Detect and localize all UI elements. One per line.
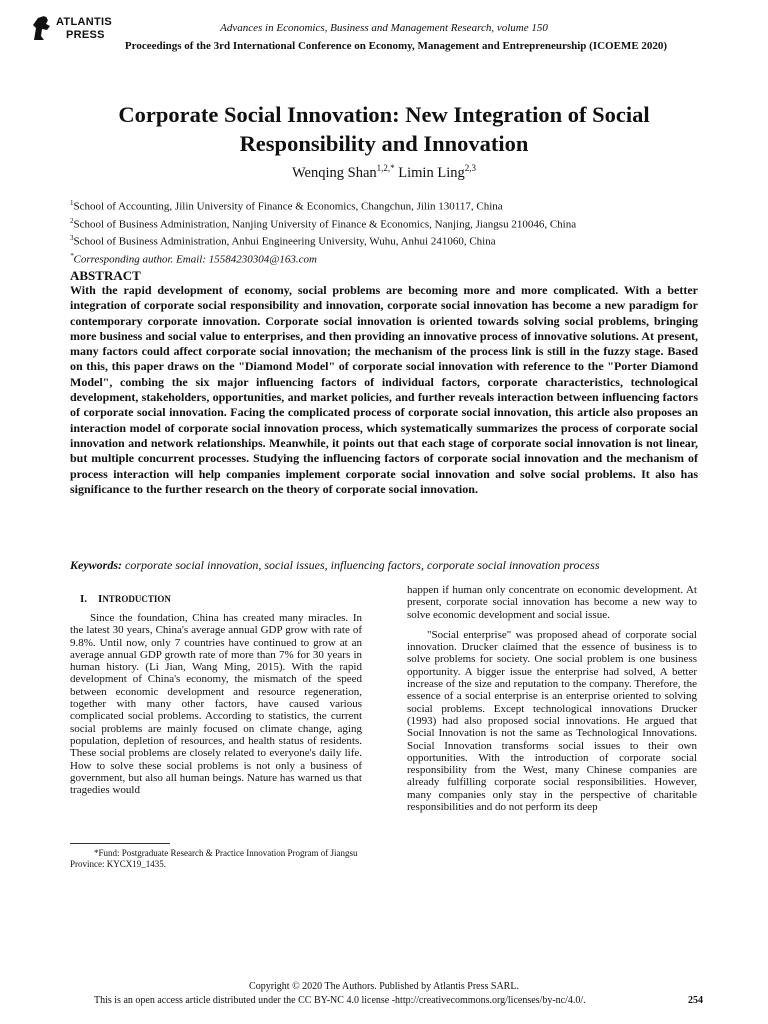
footnote-divider: [70, 843, 170, 844]
authors: [0, 163, 768, 182]
section-heading: [80, 593, 171, 605]
corresponding-text: Corresponding author. Email: 15584230304@163.com: [73, 253, 317, 266]
right-column: [407, 584, 697, 813]
abstract-body: With the rapid development of economy, social problems are becoming more and more complicated. With a better integration of corporate social responsibility and innovation, corporate social innovation has become a new paradigm for contemporary corporate innovation. Corporate social innovation is oriented towards solving social problems, bringing more business and social value to enterprises, and then providing an innovative process of innovative solutions. At present, many factors could affect corporate social innovation; the mechanism of the process link is still in the fuzzy stage. Based on this, this paper draws on the "Diamond Model" of corporate social innovation with reference to the "Porter Diamond Model", combing the six major influencing factors of individual factors, corporate characteristics, technological development, stakeholders, opportunities, and market policies, and further reveals interaction between influencing factors of corporate social innovation. Facing the complicated process of corporate social innovation, this article also proposes an interaction model of corporate social innovation process, which systematically summarizes the process of corporate social innovation and network relationships. Meanwhile, it points out that each stage of corporate social innovation is not linear, but multiple concurrent processes. Studying the influencing factors of corporate social innovation and the mechanism of process interaction will help companies implement corporate social innovation and solve social problems. It also has significance to the further research on the theory of corporate social innovation.: [70, 283, 698, 496]
affiliation-num: 1: [70, 199, 74, 207]
series-header: Advances in Economics, Business and Management Research, volume 150: [220, 22, 548, 34]
footnote: [70, 848, 366, 870]
page-number: 254: [688, 995, 703, 1006]
title-line2: Responsibility and Innovation: [239, 131, 529, 156]
paragraph: happen if human only concentrate on economic development. At present, corporate social innovation has become a new way to solve economic development and social issue.: [407, 584, 697, 621]
paragraph: Since the foundation, China has created many miracles. In the latest 30 years, China's average annual GDP grow with rate of 9.8%. Until now, only 7 countries have continued to grow at an average annual GDP growth rate of more than 7% for 30 years in human history. (Li Jian, Wang Ming, 2015). With the rapid development of China's economy, the mismatch of the speed between economic development and resource regeneration, together with many other factors, have caused various complicated social problems. According to statistics, the current social problems are mainly focused on climate change, aging population, depletion of resources, and health status of residents. These social problems are closely related to everyone's daily life. How to solve these social problems is not only a business of government, but also all human beings. Nature has warned us that tragedies would: [70, 612, 362, 797]
footnote-text: *Fund: Postgraduate Research & Practice Innovation Program of Jiangsu Province: KYCX19_1435.: [70, 848, 358, 869]
author-name: Wenqing Shan: [292, 164, 377, 181]
section-title-rest: NTRODUCTION: [102, 594, 171, 604]
affiliation-text: School of Business Administration, Nanjing University of Finance & Economics, Nanjing, Jiangsu 210046, China: [73, 218, 577, 231]
affiliation-num: 3: [70, 234, 74, 243]
author-affil-sup: 2,3: [464, 163, 476, 173]
paper-title: [60, 100, 708, 158]
keywords-label: Keywords:: [70, 558, 122, 572]
paragraph: "Social enterprise" was proposed ahead of corporate social innovation. Drucker claimed that the essence of business is to solve problems for society. One social problem is one business opportunity. A bigger issue the enterprise had solved, A better increase of the size and reputation to the company. Therefore, the essence of a social enterprise is an enterprise oriented to solving social problems. Except technological innovations Drucker (1993) had also proposed social innovations. He argued that Social Innovation is not the same as Technological Innovations. Social Innovation transforms social issues to their own opportunities. With the introduction of corporate social responsibility from the West, many Chinese companies are already fulfilling corporate social responsibilities. However, many companies only stay in the perspective of charitable responsibilities and do not perform its deep: [407, 628, 697, 814]
left-column: [70, 612, 362, 796]
copyright-line: Copyright © 2020 The Authors. Published by Atlantis Press SARL.: [249, 981, 519, 992]
proceedings-header: Proceedings of the 3rd International Conference on Economy, Management and Entrepreneurship (ICOEME 2020): [124, 40, 668, 52]
corresponding-mark: *: [70, 251, 74, 260]
section-initial: I: [98, 593, 103, 605]
keywords: [70, 558, 710, 573]
affiliations: [70, 196, 710, 267]
logo-line1: ATLANTIS: [56, 16, 112, 28]
author-affil-sup: 1,2,*: [376, 163, 395, 173]
affiliation-text: School of Business Administration, Anhui Engineering University, Wuhu, Anhui 241060, China: [73, 235, 496, 248]
affiliation-text: School of Accounting, Jilin University of Finance & Economics, Changchun, Jilin 130117, China: [73, 200, 503, 213]
abstract-heading: ABSTRACT: [70, 268, 141, 283]
section-number: I.: [80, 593, 88, 605]
affiliation: [70, 214, 710, 232]
keywords-text: corporate social innovation, social issues, influencing factors, corporate social innovation process: [125, 558, 600, 572]
affiliation-num: 2: [70, 216, 74, 225]
affiliation: [70, 231, 710, 249]
logo-line2: PRESS: [66, 29, 105, 41]
corresponding-author: [70, 249, 710, 267]
license-line: This is an open access article distributed under the CC BY-NC 4.0 license -http://creativecommons.org/licenses/by-nc/4.0/.: [94, 995, 586, 1006]
title-line1: Corporate Social Innovation: New Integration of Social: [118, 102, 650, 127]
affiliation: [70, 196, 710, 214]
author-name: Limin Ling: [398, 164, 465, 181]
